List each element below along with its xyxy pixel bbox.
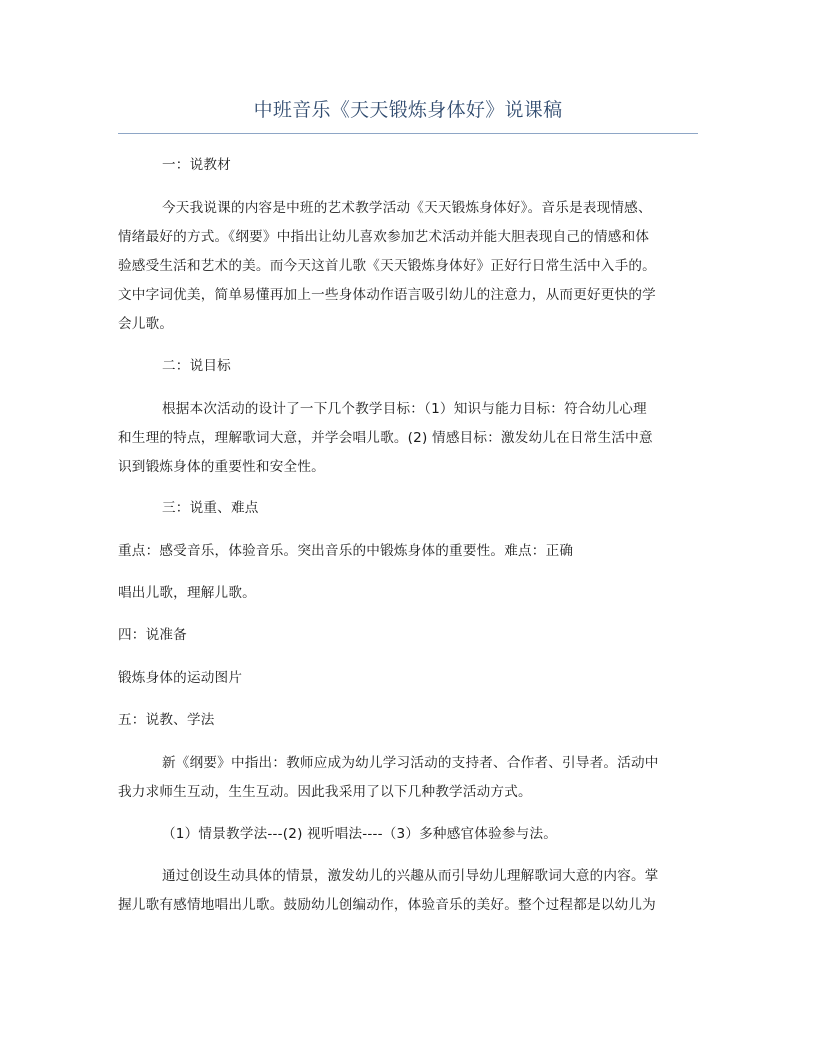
text-line: 握儿歌有感情地唱出儿歌。鼓励幼儿创编动作，体验音乐的美好。整个过程都是以幼儿为 [118,897,656,913]
methods-list-line: （1）情景教学法---(2) 视听唱法----（3）多种感官体验参与法。 [162,826,558,842]
text-line: 文中字词优美，简单易懂再加上一些身体动作语言吸引幼儿的注意力，从而更好更快的学 [118,287,656,303]
text-line: 通过创设生动具体的情景，激发幼儿的兴趣从而引导幼儿理解歌词大意的内容。掌 [162,868,659,884]
section-heading-teaching-material: 一：说教材 [162,157,231,173]
text-line: 我力求师生互动，生生互动。因此我采用了以下几种教学活动方式。 [118,784,532,800]
preparation-line: 锻炼身体的运动图片 [118,670,243,686]
key-points-line-1: 重点：感受音乐，体验音乐。突出音乐的中锻炼身体的重要性。难点：正确 [118,543,574,559]
title-divider [118,133,698,134]
text-line: 验感受生活和艺术的美。而今天这首儿歌《天天锻炼身体好》正好行日常生活中入手的。 [118,258,656,274]
paragraph-closing [118,862,694,920]
section-heading-preparation: 四：说准备 [118,627,187,643]
text-line: 识到锻炼身体的重要性和安全性。 [118,459,325,475]
text-line: 根据本次活动的设计了一下几个教学目标：（1）知识与能力目标：符合幼儿心理 [162,401,647,417]
text-line: 新《纲要》中指出：教师应成为幼儿学习活动的支持者、合作者、引导者。活动中 [162,755,659,771]
key-points-line-2: 唱出儿歌，理解儿歌。 [118,585,256,601]
paragraph-methods [118,749,694,807]
text-line: 情绪最好的方式。《纲要》中指出让幼儿喜欢参加艺术活动并能大胆表现自己的情感和体 [118,229,650,245]
section-heading-objectives: 二：说目标 [162,358,231,374]
text-line: 和生理的特点，理解歌词大意，并学会唱儿歌。(2) 情感目标：激发幼儿在日常生活中意 [118,430,653,446]
section-heading-methods: 五：说教、学法 [118,712,215,728]
paragraph-teaching-material [118,194,694,339]
text-line: 今天我说课的内容是中班的艺术教学活动《天天锻炼身体好》。音乐是表现情感、 [162,200,652,216]
document-title: 中班音乐《天天锻炼身体好》说课稿 [253,99,563,121]
section-heading-key-points: 三：说重、难点 [162,500,259,516]
text-line: 会儿歌。 [118,316,174,332]
paragraph-objectives [118,395,694,482]
